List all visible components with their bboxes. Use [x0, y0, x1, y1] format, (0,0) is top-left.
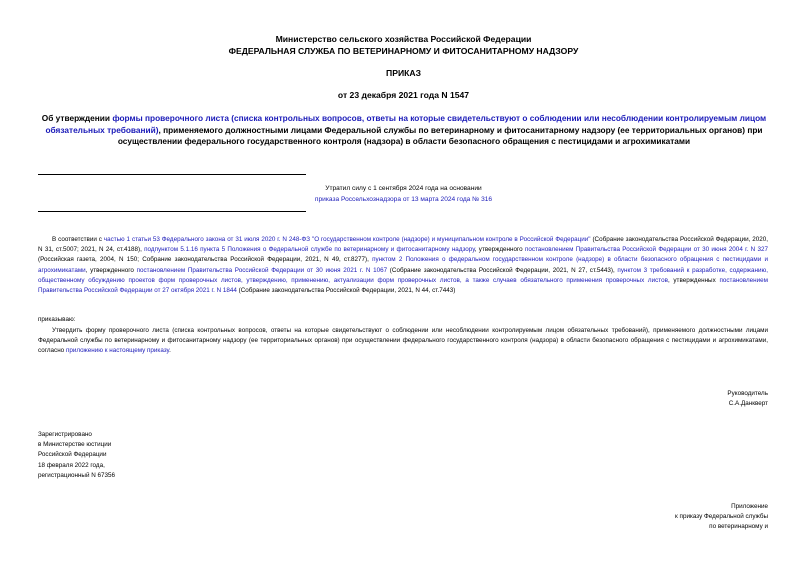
- preamble-text-3: , утвержденного: [474, 246, 525, 254]
- signature-position: Руководитель: [727, 390, 768, 397]
- signature-name: С.А.Данкверт: [728, 400, 768, 407]
- link-resolution-1844[interactable]: постановлением Правительства Российской Федерации от 27 октября 2021 г. N 1844: [38, 276, 769, 295]
- link-appendix[interactable]: приложению к настоящему приказу: [65, 347, 170, 355]
- preamble-text-2: (Собрание законодательства Российской Федерации, 2020, N 31, ст.5007; 2021, N 24, ст.4188),: [38, 236, 769, 254]
- registration-line-2: в Министерстве юстиции: [38, 441, 112, 449]
- status-rule-top: [38, 174, 306, 175]
- order-end: .: [169, 347, 171, 355]
- registration-line-3: Российской Федерации: [38, 451, 107, 459]
- ministry-name: Министерство сельского хозяйства Российской Федерации: [275, 34, 532, 44]
- status-basis-link[interactable]: приказа Россельхознадзора от 13 марта 2024 года № 316: [314, 196, 493, 203]
- preamble-paragraph: [38, 235, 768, 296]
- title-suffix: , применяемого должностными лицами Федеральной службы по ветеринарному и фитосанитарному надзору (ее территориальных органов) при осуществлении федерального государственного контроля (надзора) в области безопасного обращения с пестицидами и агрохимикатами: [117, 124, 763, 146]
- preamble-text-4: (Российская газета, 2004, N 150; Собрание законодательства Российской Федерации, 2021, N 49, ст.8277),: [38, 256, 373, 264]
- registration-block: [38, 430, 115, 481]
- title-prefix: Об утверждении: [41, 113, 113, 123]
- link-resolution-327[interactable]: постановлением Правительства Российской Федерации от 30 июня 2004 г. N 327: [524, 246, 768, 254]
- document-title: [36, 113, 772, 148]
- status-lost-force: Утратил силу с 1 сентября 2024 года на основании: [325, 185, 482, 192]
- title-form-link[interactable]: формы проверочного листа (списка контрольных вопросов, ответы на которые свидетельствуют о соблюдении или несоблюдении контролируемым лицом обязательных требований): [45, 113, 767, 135]
- preamble-text-5: , утвержденного: [85, 266, 137, 274]
- preamble-text-1: В соответствии с: [52, 236, 104, 243]
- status-rule-bottom: [38, 211, 306, 212]
- order-label: приказываю:: [38, 316, 76, 323]
- appendix-line-1: Приложение: [731, 503, 768, 510]
- preamble-text-6: (Собрание законодательства Российской Федерации, 2021, N 27, ст.5443),: [387, 266, 618, 274]
- registration-line-1: Зарегистрировано: [38, 431, 92, 438]
- order-paragraph: [38, 326, 768, 357]
- link-clause-2-regulation[interactable]: пунктом 2 Положения о федеральном государственном контроле (надзоре) в области безопасного обращения с пестицидами и агрохимикатами: [38, 256, 768, 274]
- order-text: Утвердить форму проверочного листа (списка контрольных вопросов, ответы на которые свидетельствуют о соблюдении или несоблюдении контролируемым лицом обязательных требований), применяемого должностными лицами Федеральной службы по ветеринарному и фитосанитарному надзору (ее территориальных органов) при осуществлении федерального государственного контроля (надзора) в области безопасного обращения с пестицидами и агрохимикатами, согласно: [38, 327, 768, 355]
- appendix-line-2: к приказу Федеральной службы: [675, 513, 768, 521]
- appendix-block: [560, 502, 768, 533]
- link-resolution-1067[interactable]: постановлением Правительства Российской Федерации от 30 июня 2021 г. N 1067: [136, 266, 388, 274]
- link-law-248[interactable]: частью 1 статьи 53 Федерального закона от 31 июля 2020 г. N 248-ФЗ "О государственном контроле (надзоре) и муниципальном контроле в Российской Федерации": [103, 236, 591, 243]
- preamble-text-8: (Собрание законодательства Российской Федерации, 2021, N 44, ст.7443): [236, 287, 456, 295]
- link-clause-3-requirements[interactable]: пунктом 3 требований к разработке, содержанию, общественному обсуждению проектов форм проверочных листов, утверждению, применению, актуализации форм проверочных листов, а также случаев обязательного применения проверочных листов: [38, 266, 768, 284]
- preamble-text-7: , утвержденных: [667, 276, 720, 284]
- doc-date-number: от 23 декабря 2021 года N 1547: [337, 90, 470, 100]
- registration-line-5: регистрационный N 67356: [38, 471, 116, 479]
- link-subclause-5-1-16[interactable]: подпунктом 5.1.16 пункта 5 Положения о Федеральной службе по ветеринарному и фитосанитарному надзору: [144, 246, 475, 254]
- registration-line-4: 18 февраля 2022 года,: [38, 461, 105, 469]
- doc-type: ПРИКАЗ: [386, 68, 421, 78]
- service-name: ФЕДЕРАЛЬНАЯ СЛУЖБА ПО ВЕТЕРИНАРНОМУ И ФИТОСАНИТАРНОМУ НАДЗОРУ: [228, 46, 579, 56]
- appendix-line-3: по ветеринарному и: [709, 523, 768, 531]
